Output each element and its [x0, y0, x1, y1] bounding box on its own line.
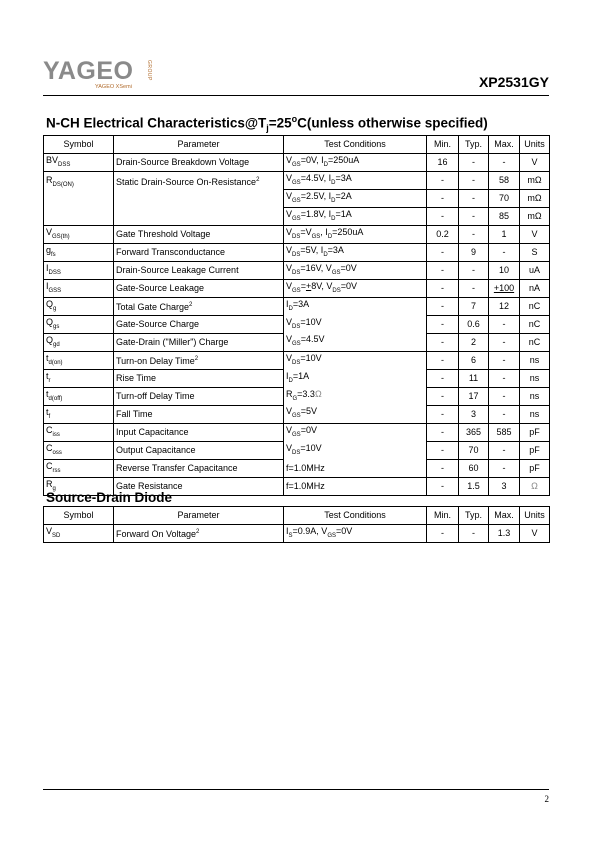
min-cell: -: [427, 316, 459, 334]
max-cell: 1: [489, 226, 520, 244]
column-header: Min.: [427, 136, 459, 154]
unit-cell: ns: [520, 370, 550, 388]
max-cell: 3: [489, 478, 520, 496]
min-cell: -: [427, 406, 459, 424]
test-condition-cell: $V_{DS}=10V$: [284, 316, 427, 334]
table-row: [44, 525, 550, 543]
typ-cell: 3: [459, 406, 489, 424]
table-row: [44, 262, 550, 280]
max-cell: -: [489, 370, 520, 388]
logo-wordmark: YAGEO: [43, 57, 134, 85]
parameter-cell: Total Gate Charge$^2$: [114, 298, 284, 316]
min-cell: -: [427, 442, 459, 460]
min-cell: -: [427, 370, 459, 388]
symbol-cell: $Q_g$: [44, 298, 114, 316]
unit-cell: nC: [520, 298, 550, 316]
table-row: [44, 334, 550, 352]
min-cell: -: [427, 334, 459, 352]
column-header: Test Conditions: [284, 136, 427, 154]
footer-divider: [43, 789, 549, 790]
min-cell: -: [427, 525, 459, 543]
test-condition-cell: f=1.0MHz: [284, 478, 427, 496]
symbol-cell: $R_{DS(ON)}$: [44, 172, 114, 226]
table-row: [44, 298, 550, 316]
parameter-cell: Turn-on Delay Time$^2$: [114, 352, 284, 370]
column-header: Test Conditions: [284, 507, 427, 525]
symbol-cell: $C_{rss}$: [44, 460, 114, 478]
max-cell: 85: [489, 208, 520, 226]
column-header: Typ.: [459, 136, 489, 154]
table-header-row: [44, 136, 550, 154]
column-header: Parameter: [114, 507, 284, 525]
table-header-row: [44, 507, 550, 525]
symbol-cell: $Q_{gd}$: [44, 334, 114, 352]
max-cell: -: [489, 352, 520, 370]
table-row: [44, 226, 550, 244]
unit-cell: pF: [520, 424, 550, 442]
min-cell: -: [427, 352, 459, 370]
table-row: [44, 244, 550, 262]
page-header: [43, 58, 549, 94]
typ-cell: 6: [459, 352, 489, 370]
min-cell: -: [427, 208, 459, 226]
source-drain-diode-table: [43, 506, 550, 543]
min-cell: -: [427, 172, 459, 190]
symbol-cell: $t_{d(on)}$: [44, 352, 114, 370]
typ-cell: 0.6: [459, 316, 489, 334]
unit-cell: nC: [520, 334, 550, 352]
test-condition-cell: $V_{DS}=10V$: [284, 442, 427, 460]
test-condition-cell: $V_{GS}=4.5V$, $I_D=3A$: [284, 172, 427, 190]
max-cell: -: [489, 316, 520, 334]
unit-cell: mΩ: [520, 172, 550, 190]
min-cell: -: [427, 280, 459, 298]
test-condition-cell: $R_G=3.3\Omega$: [284, 388, 427, 406]
unit-cell: V: [520, 154, 550, 172]
unit-cell: nA: [520, 280, 550, 298]
table-row: [44, 172, 550, 190]
parameter-cell: Static Drain-Source On-Resistance$^2$: [114, 172, 284, 226]
test-condition-cell: $V_{DS}=16V$, $V_{GS}=0V$: [284, 262, 427, 280]
column-header: Max.: [489, 507, 520, 525]
typ-cell: -: [459, 154, 489, 172]
page-number: 2: [544, 794, 549, 804]
table-row: [44, 352, 550, 370]
logo-group-text: GROUP: [146, 60, 152, 81]
max-cell: -: [489, 334, 520, 352]
unit-cell: uA: [520, 262, 550, 280]
test-condition-cell: $V_{GS}=0V$, $I_D=250uA$: [284, 154, 427, 172]
test-condition-cell: $V_{DS}=10V$: [284, 352, 427, 370]
typ-cell: -: [459, 226, 489, 244]
parameter-cell: Drain-Source Breakdown Voltage: [114, 154, 284, 172]
min-cell: 0.2: [427, 226, 459, 244]
min-cell: -: [427, 478, 459, 496]
parameter-cell: Rise Time: [114, 370, 284, 388]
table-row: [44, 370, 550, 388]
symbol-cell: $R_g$: [44, 478, 114, 496]
unit-cell: mΩ: [520, 190, 550, 208]
typ-cell: 9: [459, 244, 489, 262]
max-cell: 58: [489, 172, 520, 190]
test-condition-cell: $I_D=1A$: [284, 370, 427, 388]
typ-cell: -: [459, 208, 489, 226]
test-condition-cell: $I_D=3A$: [284, 298, 427, 316]
max-cell: 585: [489, 424, 520, 442]
symbol-cell: $V_{GS(th)}$: [44, 226, 114, 244]
test-condition-cell: $I_S=0.9A$, $V_{GS}=0V$: [284, 525, 427, 543]
test-condition-cell: $V_{GS}=4.5V$: [284, 334, 427, 352]
test-condition-cell: $V_{DS}=V_{GS}$, $I_D=250uA$: [284, 226, 427, 244]
column-header: Max.: [489, 136, 520, 154]
typ-cell: -: [459, 525, 489, 543]
symbol-cell: $C_{iss}$: [44, 424, 114, 442]
unit-cell: nC: [520, 316, 550, 334]
min-cell: -: [427, 244, 459, 262]
min-cell: -: [427, 388, 459, 406]
column-header: Units: [520, 507, 550, 525]
yageo-logo: [43, 58, 153, 94]
parameter-cell: Output Capacitance: [114, 442, 284, 460]
part-number: XP2531GY: [478, 74, 549, 90]
typ-cell: 7: [459, 298, 489, 316]
max-cell: -: [489, 154, 520, 172]
unit-cell: ns: [520, 352, 550, 370]
table-row: [44, 388, 550, 406]
unit-cell: V: [520, 226, 550, 244]
parameter-cell: Gate-Source Leakage: [114, 280, 284, 298]
symbol-cell: $g_{fs}$: [44, 244, 114, 262]
column-header: Typ.: [459, 507, 489, 525]
column-header: Symbol: [44, 136, 114, 154]
unit-cell: Ω: [520, 478, 550, 496]
parameter-cell: Forward On Voltage$^2$: [114, 525, 284, 543]
test-condition-cell: f=1.0MHz: [284, 460, 427, 478]
symbol-cell: $Q_{gs}$: [44, 316, 114, 334]
max-cell: +100: [489, 280, 520, 298]
unit-cell: mΩ: [520, 208, 550, 226]
table-row: [44, 154, 550, 172]
parameter-cell: Input Capacitance: [114, 424, 284, 442]
parameter-cell: Reverse Transfer Capacitance: [114, 460, 284, 478]
parameter-cell: Gate-Drain ("Miller") Charge: [114, 334, 284, 352]
table-row: [44, 316, 550, 334]
electrical-characteristics-title: N-CH Electrical $Characteristics@T_j=25^oC(unless$ otherwise specified): [46, 114, 488, 134]
max-cell: -: [489, 406, 520, 424]
max-cell: -: [489, 244, 520, 262]
symbol-cell: $BV_{DSS}$: [44, 154, 114, 172]
parameter-cell: Turn-off Delay Time: [114, 388, 284, 406]
max-cell: 12: [489, 298, 520, 316]
min-cell: -: [427, 424, 459, 442]
min-cell: -: [427, 298, 459, 316]
typ-cell: 11: [459, 370, 489, 388]
unit-cell: pF: [520, 460, 550, 478]
unit-cell: S: [520, 244, 550, 262]
logo-subtitle: YAGEO XSemi: [95, 84, 132, 90]
test-condition-cell: $V_{GS}=2.5V$, $I_D=2A$: [284, 190, 427, 208]
unit-cell: pF: [520, 442, 550, 460]
column-header: Units: [520, 136, 550, 154]
symbol-cell: $I_{GSS}$: [44, 280, 114, 298]
typ-cell: 60: [459, 460, 489, 478]
unit-cell: ns: [520, 388, 550, 406]
test-condition-cell: $V_{GS}=+8V$, $V_{DS}=0V$: [284, 280, 427, 298]
min-cell: -: [427, 190, 459, 208]
table-row: [44, 406, 550, 424]
typ-cell: 1.5: [459, 478, 489, 496]
parameter-cell: Gate-Source Charge: [114, 316, 284, 334]
symbol-cell: $C_{oss}$: [44, 442, 114, 460]
symbol-cell: $V_{SD}$: [44, 525, 114, 543]
parameter-cell: Drain-Source Leakage Current: [114, 262, 284, 280]
parameter-cell: Forward Transconductance: [114, 244, 284, 262]
source-drain-diode-title: Source-Drain Diode: [46, 490, 173, 505]
max-cell: 10: [489, 262, 520, 280]
max-cell: 1.3: [489, 525, 520, 543]
parameter-cell: Gate Threshold Voltage: [114, 226, 284, 244]
parameter-cell: Gate Resistance: [114, 478, 284, 496]
symbol-cell: $t_f$: [44, 406, 114, 424]
unit-cell: ns: [520, 406, 550, 424]
typ-cell: -: [459, 172, 489, 190]
test-condition-cell: $V_{GS}=5V$: [284, 406, 427, 424]
max-cell: -: [489, 460, 520, 478]
typ-cell: 365: [459, 424, 489, 442]
header-divider: [43, 95, 549, 96]
column-header: Min.: [427, 507, 459, 525]
symbol-cell: $t_{d(off)}$: [44, 388, 114, 406]
symbol-cell: $I_{DSS}$: [44, 262, 114, 280]
min-cell: 16: [427, 154, 459, 172]
min-cell: -: [427, 262, 459, 280]
column-header: Parameter: [114, 136, 284, 154]
table-row: [44, 460, 550, 478]
table-row: [44, 280, 550, 298]
table-row: [44, 424, 550, 442]
test-condition-cell: $V_{DS}=5V$, $I_D=3A$: [284, 244, 427, 262]
typ-cell: -: [459, 190, 489, 208]
min-cell: -: [427, 460, 459, 478]
max-cell: 70: [489, 190, 520, 208]
table-row: [44, 442, 550, 460]
symbol-cell: $t_r$: [44, 370, 114, 388]
typ-cell: 2: [459, 334, 489, 352]
ohm-symbol: Ω: [314, 388, 322, 399]
test-condition-cell: $V_{GS}=1.8V$, $I_D=1A$: [284, 208, 427, 226]
parameter-cell: Fall Time: [114, 406, 284, 424]
typ-cell: 70: [459, 442, 489, 460]
max-cell: -: [489, 442, 520, 460]
typ-cell: 17: [459, 388, 489, 406]
max-cell: -: [489, 388, 520, 406]
typ-cell: -: [459, 262, 489, 280]
typ-cell: -: [459, 280, 489, 298]
unit-cell: V: [520, 525, 550, 543]
test-condition-cell: $V_{GS}=0V$: [284, 424, 427, 442]
column-header: Symbol: [44, 507, 114, 525]
electrical-characteristics-table: [43, 135, 550, 496]
